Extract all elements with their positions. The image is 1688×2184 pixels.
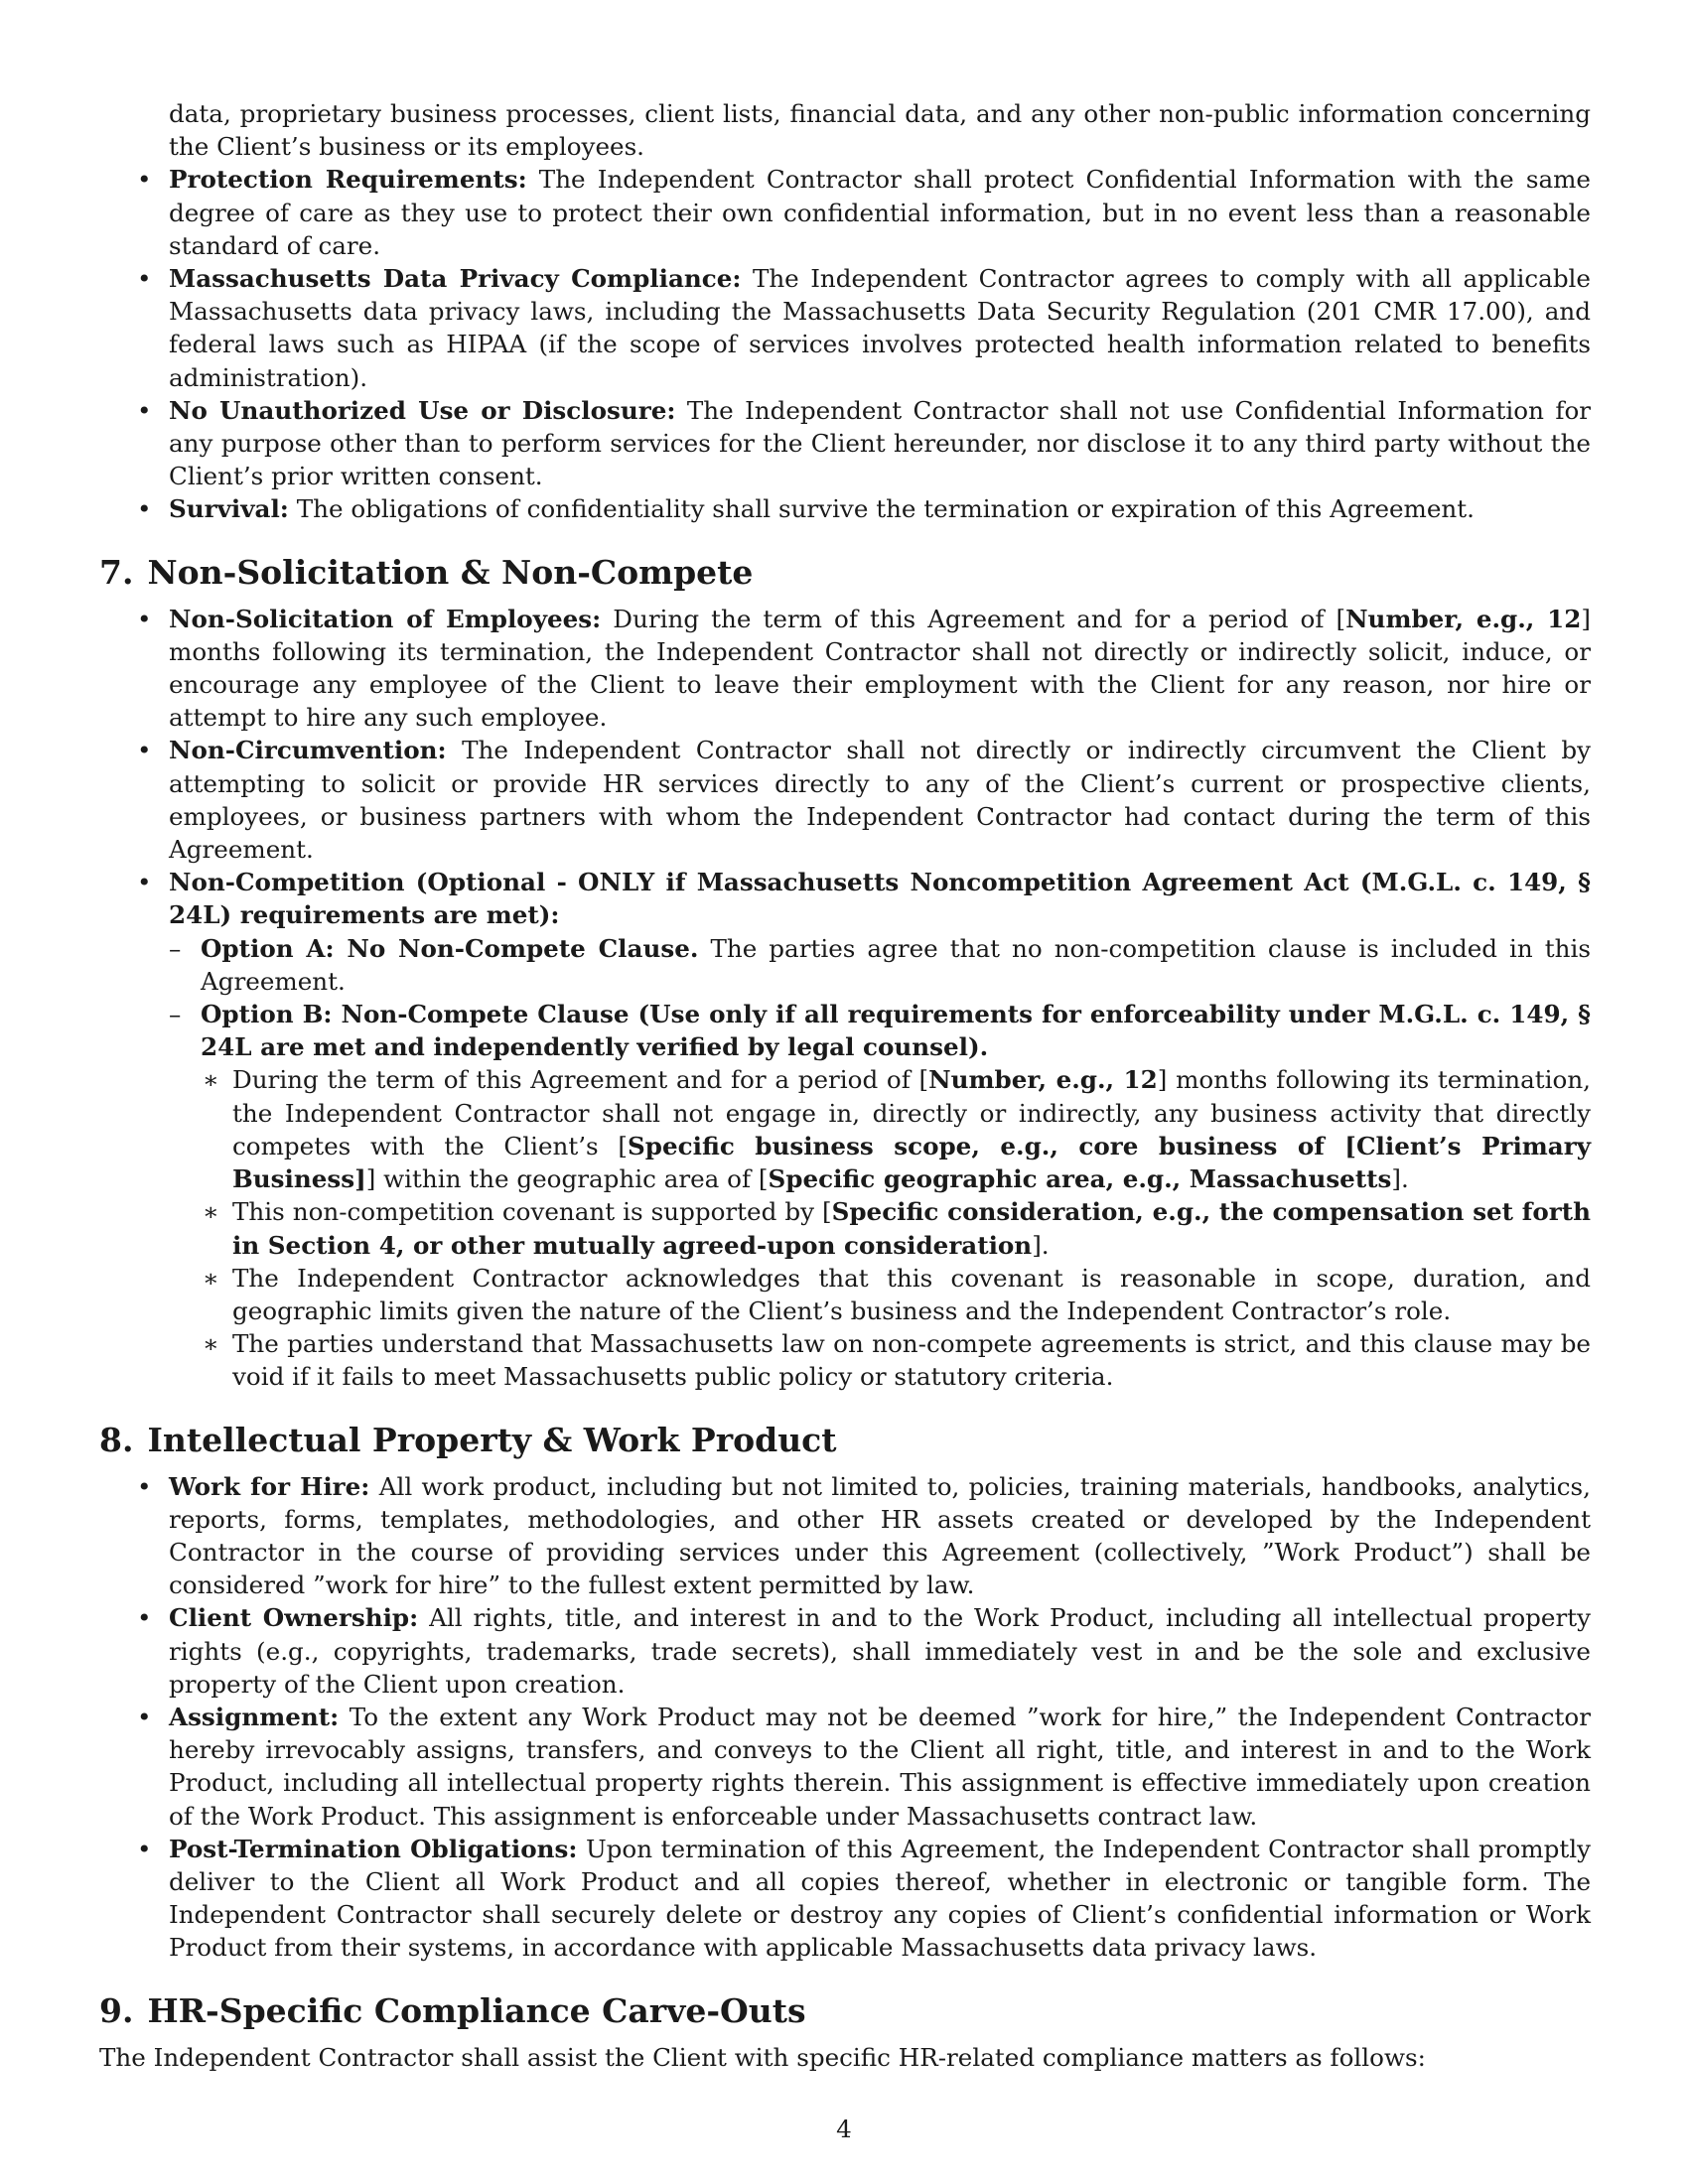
page-number: 4 xyxy=(836,2115,852,2143)
list-item: • Assignment: To the extent any Work Product may not be deemed ”work for hire,” the Independent Contractor hereby irrevocably assigns, transfers, and conveys to the Client all right, title, and interest in and to the Work Product, including all intellectual property rights therein. This assignment is effective immediately upon creation of the Work Product. This assignment is enforceable under Massachusetts contract law. xyxy=(99,1701,1591,1833)
section-6-list xyxy=(99,163,1591,525)
list-item: • Massachusetts Data Privacy Compliance: The Independent Contractor agrees to comply with all applicable Massachusetts data privacy laws, including the Massachusetts Data Security Regulation (201 CMR 17.00), and federal laws such as HIPAA (if the scope of services involves protected health information related to benefits administration). xyxy=(99,262,1591,394)
option-b-terms xyxy=(201,1063,1591,1393)
list-item: • Survival: The obligations of confidentiality shall survive the termination or expiration of this Agreement. xyxy=(99,492,1591,525)
option-b: – Option B: Non-Compete Clause (Use only if all requirements for enforceability under M.G.L. c. 149, § 24L are met and independently verified by legal counsel). ∗ During the term of this Agreement and for a period of [Number, e.g., 12] months following its termination, the Independent Contractor shall not engage in, directly or indirectly, any business activity that directly competes with the Client’s [Specific business scope, e.g., core business of [Client’s Primary Business]] within the geographic area of [Specific geographic area, e.g., Massachusetts]. ∗ This non-competition covenant is supported by [Specific consideration, e.g., the compensation set forth in Section 4, or other mutually agreed-upon consideration]. ∗ The Independent Contractor acknowledges that this covenant is reasonable in scope, duration, and geographic limits given the nature of the Client’s business and the Independent Contractor’s role. ∗ The parties understand that Massachusetts law on non-compete agreements is strict, and this clause may be void if it fails to meet Massachusetts public policy or statutory criteria. xyxy=(169,998,1591,1393)
list-item-non-circumvention: • Non-Circumvention: The Independent Contractor shall not directly or indirectly circumvent the Client by attempting to solicit or provide HR services directly to any of the Client’s current or prospective clients, employees, or business partners with whom the Independent Contractor had contact during the term of this Agreement. xyxy=(99,734,1591,866)
continuation-text: data, proprietary business processes, client lists, financial data, and any other non-public information concerning the Client’s business or its employees. xyxy=(169,99,1591,162)
non-compete-options xyxy=(169,932,1591,1394)
section-9-intro: The Independent Contractor shall assist the Client with specific HR-related compliance matters as follows: xyxy=(99,2042,1426,2072)
list-item: • Work for Hire: All work product, including but not limited to, policies, training materials, handbooks, analytics, reports, forms, templates, methodologies, and other HR assets created or developed by the Independent Contractor in the course of providing services under this Agreement (collectively, ”Work Product”) shall be considered ”work for hire” to the fullest extent permitted by law. xyxy=(99,1470,1591,1602)
section-9-heading: 9. HR-Specific Compliance Carve-Outs xyxy=(99,1990,806,2030)
document-page xyxy=(99,97,1591,2074)
list-item: • Client Ownership: All rights, title, and interest in and to the Work Product, including all intellectual property rights (e.g., copyrights, trademarks, trade secrets), shall immediately vest in and be the sole and exclusive property of the Client upon creation. xyxy=(99,1601,1591,1701)
option-b-term: ∗ This non-competition covenant is supported by [Specific consideration, e.g., the compensation set forth in Section 4, or other mutually agreed-upon consideration]. xyxy=(201,1195,1591,1261)
list-item: • No Unauthorized Use or Disclosure: The Independent Contractor shall not use Confidential Information for any purpose other than to perform services for the Client hereunder, nor disclose it to any third party without the Client’s prior written consent. xyxy=(99,394,1591,493)
option-b-term: ∗ The parties understand that Massachusetts law on non-compete agreements is strict, and this clause may be void if it fails to meet Massachusetts public policy or statutory criteria. xyxy=(201,1327,1591,1393)
option-b-term: ∗ During the term of this Agreement and for a period of [Number, e.g., 12] months following its termination, the Independent Contractor shall not engage in, directly or indirectly, any business activity that directly competes with the Client’s [Specific business scope, e.g., core business of [Client’s Primary Business]] within the geographic area of [Specific geographic area, e.g., Massachusetts]. xyxy=(201,1063,1591,1195)
list-item-non-solicitation: • Non-Solicitation of Employees: During the term of this Agreement and for a period of [Number, e.g., 12] months following its termination, the Independent Contractor shall not directly or indirectly solicit, induce, or encourage any employee of the Client to leave their employment with the Client for any reason, nor hire or attempt to hire any such employee. xyxy=(99,603,1591,735)
section-7-list xyxy=(99,603,1591,1394)
option-b-term: ∗ The Independent Contractor acknowledges that this covenant is reasonable in scope, duration, and geographic limits given the nature of the Client’s business and the Independent Contractor’s role. xyxy=(201,1262,1591,1327)
option-a: – Option A: No Non-Compete Clause. The parties agree that no non-competition clause is included in this Agreement. xyxy=(169,932,1591,998)
section-7-heading: 7. Non-Solicitation & Non-Compete xyxy=(99,552,754,592)
list-item: • Protection Requirements: The Independent Contractor shall protect Confidential Information with the same degree of care as they use to protect their own confidential information, but in no event less than a reasonable standard of care. xyxy=(99,163,1591,262)
section-8-list xyxy=(99,1470,1591,1965)
list-item-non-competition: • Non-Competition (Optional - ONLY if Massachusetts Noncompetition Agreement Act (M.G.L. c. 149, § 24L) requirements are met): – Option A: No Non-Compete Clause. The parties agree that no non-competition clause is included in this Agreement. – Option B: Non-Compete Clause (Use only if all requirements for enforceability under M.G.L. c. 149, § 24L are met and independently verified by legal counsel). ∗ During the term of this Agreement and for a period of [Number, e.g., 12] months following its termination, the Independent Contractor shall not engage in, directly or indirectly, any business activity that directly competes with the Client’s [Specific business scope, e.g., core business of [Client’s Primary Business]] within the geographic area of [Specific geographic area, e.g., Massachusetts]. ∗ This non-competition covenant is supported by [Specific consideration, e.g., the compensation set forth in Section 4, or other mutually agreed-upon consideration]. ∗ The Independent Contractor acknowledges that this covenant is reasonable in scope, duration, and geographic limits given the nature of the Client’s business and the Independent Contractor’s role. ∗ The parties understand that Massachusetts law on non-compete agreements is strict, and this clause may be void if it fails to meet Massachusetts public policy or statutory criteria. xyxy=(99,866,1591,1393)
section-8-heading: 8. Intellectual Property & Work Product xyxy=(99,1420,837,1459)
list-item: • Post-Termination Obligations: Upon termination of this Agreement, the Independent Contractor shall promptly deliver to the Client all Work Product and all copies thereof, whether in electronic or tangible form. The Independent Contractor shall securely delete or destroy any copies of Client’s confidential information or Work Product from their systems, in accordance with applicable Massachusetts data privacy laws. xyxy=(99,1833,1591,1965)
